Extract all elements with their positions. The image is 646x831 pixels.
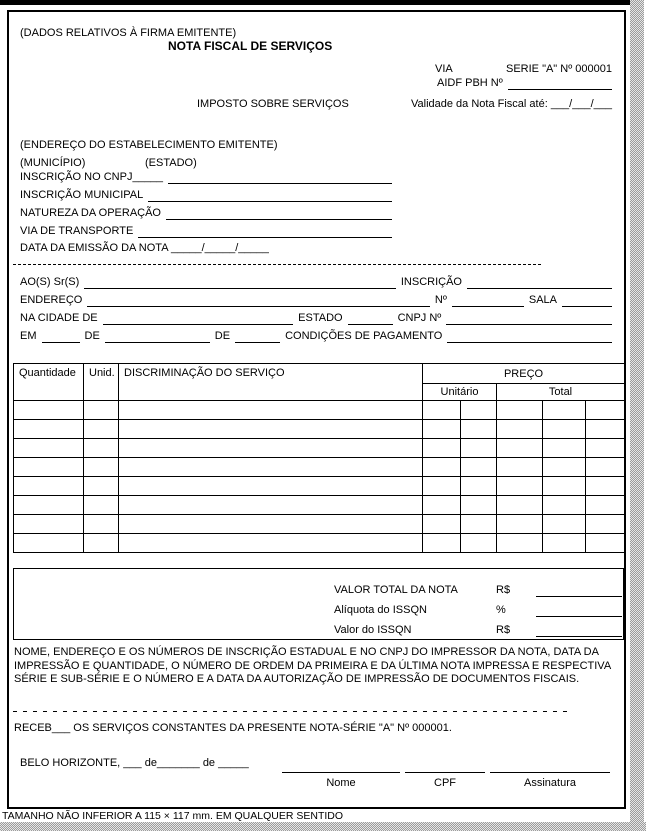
col-header-discriminacao: DISCRIMINAÇÃO DO SERVIÇO (119, 364, 423, 401)
impressor-note: NOME, ENDEREÇO E OS NÚMEROS DE INSCRIÇÃO ESTADUAL E NO CNPJ DO IMPRESSOR DA NOTA, DATA DA IMPRESSÃO E QUANTIDADE, O NÚMERO DE ORDEM DA PRIMEIRA E DA ÚLTIMA NOTA IMPRESSA E RESPECTIVA SÉRIE E SUB-SÉRIE E O NÚMERO E A DATA DA AUTORIZAÇÃO DE IMPRESSÃO DE DOCUMENTOS FISCAIS. (14, 646, 611, 685)
col-header-total: Total (497, 384, 625, 401)
table-row (14, 515, 625, 534)
total-nota-unit: R$ (496, 584, 511, 596)
cpf-blank-line (405, 760, 485, 773)
destinatario-row-3 (20, 311, 612, 325)
de2-blank-line (235, 329, 280, 343)
table-row (14, 534, 625, 553)
table-row (14, 477, 625, 496)
inscricao-municipal-blank-line (148, 188, 392, 202)
imposto-label: IMPOSTO SOBRE SERVIÇOS (197, 98, 349, 110)
totals-box (13, 568, 624, 640)
de2-label: DE (214, 330, 231, 342)
inscricao-municipal-label: INSCRIÇÃO MUNICIPAL (20, 189, 144, 201)
total-nota-blank-line (536, 583, 622, 597)
municipio-label: (MUNICÍPIO) (20, 157, 86, 169)
de1-label: DE (84, 330, 100, 342)
table-row (14, 496, 625, 515)
valor-issqn-unit: R$ (496, 624, 511, 636)
destinatario-row-2 (20, 293, 612, 307)
cnpj-destinatario-blank-line (446, 311, 612, 325)
cnpj-destinatario-label: CNPJ Nº (397, 312, 442, 324)
nome-label: Nome (326, 777, 356, 789)
via-label: VIA (435, 63, 453, 75)
destinatario-row-1 (20, 275, 612, 289)
via-transporte-blank-line (138, 224, 392, 238)
table-row (14, 401, 625, 420)
col-header-preco: PREÇO (423, 364, 625, 384)
valor-issqn-row (334, 623, 622, 637)
form-title: NOTA FISCAL DE SERVIÇOS (168, 39, 333, 53)
destinatario-row-4 (20, 329, 612, 343)
total-nota-row (334, 583, 622, 597)
inscricao-destinatario-blank-line (467, 275, 612, 289)
table-row (14, 439, 625, 458)
cnpj-emitente-blank-line (168, 170, 392, 184)
sala-blank-line (562, 293, 612, 307)
em-label: EM (20, 330, 37, 342)
data-emissao-label: DATA DA EMISSÃO DA NOTA _____/_____/_____ (20, 242, 269, 254)
natureza-operacao-blank-line (166, 206, 392, 220)
numero-blank-line (452, 293, 524, 307)
emitente-dados-line: (DADOS RELATIVOS À FIRMA EMITENTE) (20, 27, 237, 39)
service-table (13, 363, 625, 553)
via-transporte-label: VIA DE TRANSPORTE (20, 225, 134, 237)
total-nota-label: VALOR TOTAL DA NOTA (334, 584, 458, 596)
cnpj-emitente-label: INSCRIÇÃO NO CNPJ_____ (20, 171, 164, 183)
aidf-blank-line (508, 76, 612, 90)
valor-issqn-label: Valor do ISSQN (334, 624, 412, 636)
condicoes-blank-line (447, 329, 612, 343)
cidade-label: NA CIDADE DE (20, 312, 98, 324)
estado-destinatario-label: ESTADO (298, 312, 343, 324)
col-header-unid: Unid. (84, 364, 119, 401)
numero-label: Nº (434, 294, 447, 306)
de1-blank-line (105, 329, 210, 343)
aos-label: AO(S) Sr(S) (20, 276, 80, 288)
aliquota-issqn-unit: % (496, 604, 506, 616)
condicoes-label: CONDIÇÕES DE PAGAMENTO (285, 330, 443, 342)
endereco-emitente-line: (ENDEREÇO DO ESTABELECIMENTO EMITENTE) (20, 139, 278, 151)
cpf-label: CPF (434, 777, 456, 789)
col-header-quantidade: Quantidade (14, 364, 84, 401)
col-header-unitario: Unitário (423, 384, 497, 401)
aliquota-issqn-blank-line (536, 603, 622, 617)
validade-label: Validade da Nota Fiscal até: ___/___/___ (411, 98, 612, 110)
table-row (14, 458, 625, 477)
scan-right-band (630, 0, 644, 831)
inscricao-municipal-row (20, 188, 392, 202)
via-transporte-row (20, 224, 392, 238)
aidf-label: AIDF PBH Nº (437, 77, 503, 89)
sala-label: SALA (528, 294, 557, 306)
receb-line: RECEB___ OS SERVIÇOS CONSTANTES DA PRESENTE NOTA-SÉRIE "A" Nº 000001. (14, 722, 452, 734)
local-date-line: BELO HORIZONTE, ___ de_______ de _____ (20, 757, 249, 769)
aos-blank-line (84, 275, 396, 289)
size-requirement-note: TAMANHO NÃO INFERIOR A 115 × 117 mm. EM QUALQUER SENTIDO (2, 810, 344, 822)
aliquota-issqn-label: Alíquota do ISSQN (334, 604, 427, 616)
nome-blank-line (282, 760, 400, 773)
assinatura-blank-line (490, 760, 610, 773)
scan-top-border (0, 0, 630, 5)
cidade-blank-line (103, 311, 294, 325)
inscricao-destinatario-label: INSCRIÇÃO (400, 276, 462, 288)
endereco-destinatario-label: ENDEREÇO (20, 294, 83, 306)
estado-emitente-label: (ESTADO) (145, 157, 197, 169)
natureza-operacao-row (20, 206, 392, 220)
dashed-separator-top (13, 264, 543, 265)
natureza-operacao-label: NATUREZA DA OPERAÇÃO (20, 207, 161, 219)
assinatura-label: Assinatura (524, 777, 576, 789)
cnpj-emitente-row (20, 170, 392, 184)
aidf-row (437, 76, 612, 90)
table-row (14, 420, 625, 439)
em-blank-line (42, 329, 80, 343)
endereco-destinatario-blank-line (87, 293, 430, 307)
dashed-separator-bottom (13, 711, 570, 712)
valor-issqn-blank-line (536, 623, 622, 637)
aliquota-issqn-row (334, 603, 622, 617)
scan-bottom-band (0, 822, 646, 831)
serie-number: SERIE "A" Nº 000001 (506, 63, 612, 75)
estado-blank-line (348, 311, 393, 325)
